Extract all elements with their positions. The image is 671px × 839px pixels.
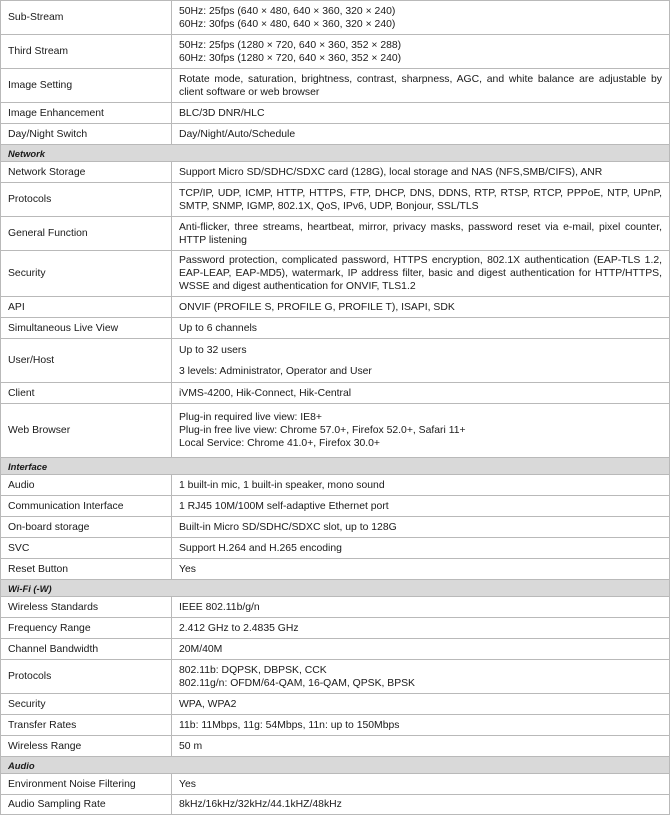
- spec-value-line: Yes: [179, 563, 196, 575]
- spec-label: Third Stream: [1, 35, 172, 69]
- spec-label: Protocols: [1, 183, 172, 217]
- section-header-row: [1, 458, 670, 475]
- spec-value: [172, 694, 670, 715]
- spec-row: [1, 297, 670, 318]
- spec-value: [172, 496, 670, 517]
- spec-label: Security: [1, 251, 172, 297]
- spec-value: [172, 103, 670, 124]
- spec-row: [1, 1, 670, 35]
- spec-row: [1, 162, 670, 183]
- section-header-row: [1, 145, 670, 162]
- spec-value-line: Local Service: Chrome 41.0+, Firefox 30.0+: [179, 438, 380, 449]
- spec-value: [172, 35, 670, 69]
- spec-value-line: ONVIF (PROFILE S, PROFILE G, PROFILE T), ISAPI, SDK: [179, 301, 455, 313]
- spec-value: [172, 217, 670, 251]
- spec-label: Network Storage: [1, 162, 172, 183]
- spec-value-line: WPA, WPA2: [179, 698, 237, 710]
- spec-label: Sub-Stream: [1, 1, 172, 35]
- spec-row: [1, 217, 670, 251]
- spec-value: [172, 660, 670, 694]
- spec-value-line: 60Hz: 30fps (1280 × 720, 640 × 360, 352 × 240): [179, 52, 402, 64]
- spec-value-line: iVMS-4200, Hik-Connect, Hik-Central: [179, 387, 352, 399]
- spec-label: Day/Night Switch: [1, 124, 172, 145]
- spec-value-line: Support Micro SD/SDHC/SDXC card (128G), local storage and NAS (NFS,SMB/CIFS), ANR: [179, 166, 603, 178]
- spec-row: [1, 559, 670, 580]
- spec-row: [1, 69, 670, 103]
- spec-value-line: 1 built-in mic, 1 built-in speaker, mono sound: [179, 479, 385, 491]
- spec-row: [1, 736, 670, 757]
- spec-row: [1, 251, 670, 297]
- spec-row: [1, 517, 670, 538]
- spec-row: [1, 774, 670, 795]
- spec-label: Reset Button: [1, 559, 172, 580]
- spec-label: On-board storage: [1, 517, 172, 538]
- spec-table-body: [1, 1, 670, 815]
- spec-value-line: 1 RJ45 10M/100M self-adaptive Ethernet port: [179, 500, 389, 512]
- spec-row: [1, 715, 670, 736]
- section-title: Audio: [1, 757, 670, 774]
- section-header-row: [1, 580, 670, 597]
- spec-value: [172, 475, 670, 496]
- spec-value-line: 2.412 GHz to 2.4835 GHz: [179, 622, 299, 634]
- spec-value: [172, 1, 670, 35]
- spec-row: [1, 496, 670, 517]
- section-title: Network: [1, 145, 670, 162]
- spec-label: Client: [1, 383, 172, 404]
- spec-value: [172, 559, 670, 580]
- spec-row: [1, 183, 670, 217]
- spec-row: [1, 538, 670, 559]
- spec-value-line: Up to 32 users: [179, 344, 247, 356]
- spec-row: [1, 103, 670, 124]
- spec-value-line: Password protection, complicated password, HTTPS encryption, 802.1X authentication (EAP-TLS 1.2, EAP-LEAP, EAP-MD5), watermark, IP address filter, basic and digest authentication for HTTP/HTTPS, WSSE and digest authentication for ONVIF, TLS1.2: [179, 255, 662, 292]
- spec-value-line: Support H.264 and H.265 encoding: [179, 542, 342, 554]
- spec-value-line: 802.11g/n: OFDM/64-QAM, 16-QAM, QPSK, BPSK: [179, 677, 415, 689]
- spec-row: [1, 597, 670, 618]
- spec-value: [172, 383, 670, 404]
- spec-value-line: Day/Night/Auto/Schedule: [179, 128, 296, 140]
- spec-label: Audio Sampling Rate: [1, 795, 172, 815]
- spec-row: [1, 694, 670, 715]
- spec-value-line: 50 m: [179, 740, 203, 752]
- spec-value-line: IEEE 802.11b/g/n: [179, 601, 260, 613]
- spec-label: Frequency Range: [1, 618, 172, 639]
- spec-label: SVC: [1, 538, 172, 559]
- spec-label: Simultaneous Live View: [1, 318, 172, 339]
- spec-value: [172, 162, 670, 183]
- spec-label: Security: [1, 694, 172, 715]
- spec-value-line: Plug-in required live view: IE8+: [179, 412, 322, 423]
- spec-row: [1, 618, 670, 639]
- spec-value: [172, 736, 670, 757]
- section-title: Interface: [1, 458, 670, 475]
- section-header-row: [1, 757, 670, 774]
- spec-value: [172, 597, 670, 618]
- spec-label: Transfer Rates: [1, 715, 172, 736]
- spec-value-line: 3 levels: Administrator, Operator and User: [179, 365, 372, 377]
- spec-value: [172, 318, 670, 339]
- spec-row: [1, 795, 670, 815]
- spec-value: [172, 124, 670, 145]
- spec-label: Audio: [1, 475, 172, 496]
- spec-value: [172, 774, 670, 795]
- spec-label: Image Enhancement: [1, 103, 172, 124]
- spec-value-line: 802.11b: DQPSK, DBPSK, CCK: [179, 664, 327, 676]
- spec-row: [1, 124, 670, 145]
- spec-value-line: 20M/40M: [179, 643, 223, 655]
- spec-row: [1, 35, 670, 69]
- spec-row: [1, 639, 670, 660]
- spec-value-line: 50Hz: 25fps (640 × 480, 640 × 360, 320 × 240): [179, 5, 396, 17]
- spec-label: Image Setting: [1, 69, 172, 103]
- spec-label: Protocols: [1, 660, 172, 694]
- spec-value-line: Anti-flicker, three streams, heartbeat, mirror, privacy masks, password reset via e-mail, pixel counter, HTTP listening: [179, 221, 662, 246]
- spec-value-line: TCP/IP, UDP, ICMP, HTTP, HTTPS, FTP, DHCP, DNS, DDNS, RTP, RTSP, RTCP, PPPoE, NTP, UPnP, SMTP, SNMP, IGMP, 802.1X, QoS, IPv6, UDP, Bonjour, SSL/TLS: [179, 187, 662, 212]
- spec-value: [172, 404, 670, 458]
- spec-label: Wireless Range: [1, 736, 172, 757]
- spec-label: API: [1, 297, 172, 318]
- spec-value-line: Built-in Micro SD/SDHC/SDXC slot, up to 128G: [179, 521, 397, 533]
- spec-value: [172, 538, 670, 559]
- spec-row: [1, 475, 670, 496]
- spec-label: Web Browser: [1, 404, 172, 458]
- spec-label: Communication Interface: [1, 496, 172, 517]
- spec-row: [1, 339, 670, 383]
- spec-value: [172, 639, 670, 660]
- spec-value-line: 60Hz: 30fps (640 × 480, 640 × 360, 320 × 240): [179, 18, 396, 30]
- spec-value: [172, 251, 670, 297]
- spec-value: [172, 795, 670, 815]
- spec-value: [172, 69, 670, 103]
- spec-label: General Function: [1, 217, 172, 251]
- spec-row: [1, 660, 670, 694]
- spec-value: [172, 715, 670, 736]
- spec-value: [172, 297, 670, 318]
- spec-value-line: Plug-in free live view: Chrome 57.0+, Firefox 52.0+, Safari 11+: [179, 425, 466, 436]
- spec-value-line: Yes: [179, 778, 196, 790]
- spec-value-line: Up to 6 channels: [179, 322, 257, 334]
- spec-label: Wireless Standards: [1, 597, 172, 618]
- spec-value: [172, 618, 670, 639]
- spec-value-line: 8kHz/16kHz/32kHz/44.1kHZ/48kHz: [179, 799, 342, 810]
- spec-value-line: Rotate mode, saturation, brightness, contrast, sharpness, AGC, and white balance are adjustable by client software or web browser: [179, 73, 662, 98]
- spec-row: [1, 318, 670, 339]
- section-title: Wi-Fi (-W): [1, 580, 670, 597]
- spec-value: [172, 517, 670, 538]
- spec-value: [172, 339, 670, 383]
- spec-value: [172, 183, 670, 217]
- spec-value-line: BLC/3D DNR/HLC: [179, 107, 265, 119]
- spec-value-line: 50Hz: 25fps (1280 × 720, 640 × 360, 352 × 288): [179, 39, 402, 51]
- spec-row: [1, 404, 670, 458]
- spec-label: User/Host: [1, 339, 172, 383]
- spec-label: Channel Bandwidth: [1, 639, 172, 660]
- spec-value-line: 11b: 11Mbps, 11g: 54Mbps, 11n: up to 150Mbps: [179, 719, 400, 731]
- spec-row: [1, 383, 670, 404]
- spec-label: Environment Noise Filtering: [1, 774, 172, 795]
